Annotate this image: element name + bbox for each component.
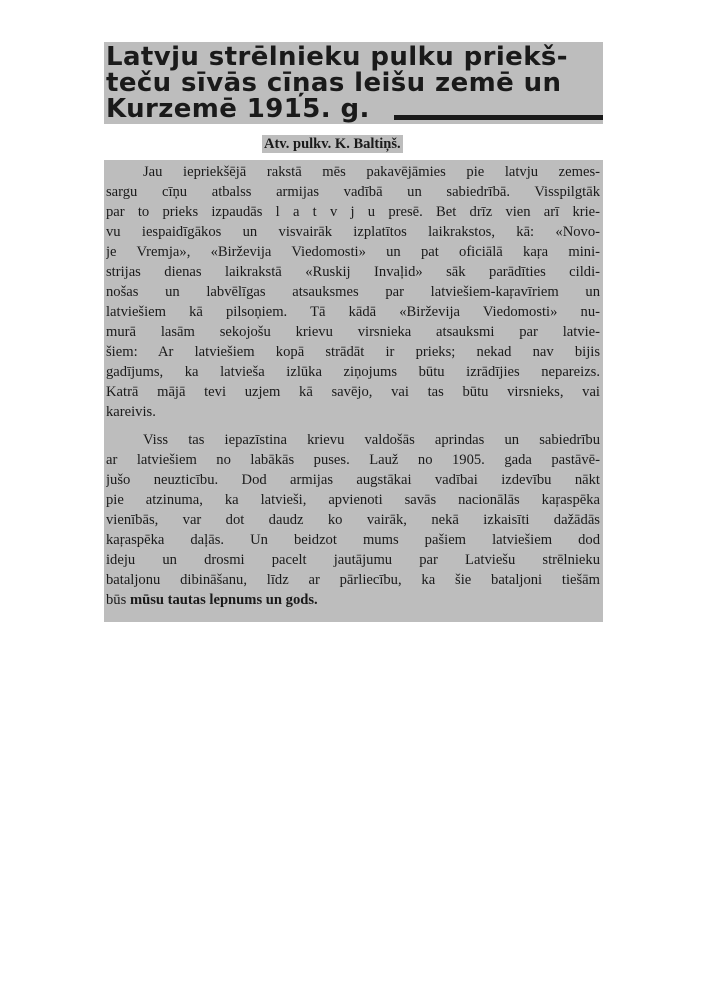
body-line: Viss tas iepazīstina krievu valdošās aprindas un sabiedrību xyxy=(143,432,600,448)
body-line: murā lasām sekojošu krievu virsnieka atsauksmi par latvie- xyxy=(106,324,600,340)
body-line: par to prieks izpaudās l a t v j u presē. Bet drīz vien arī krie- xyxy=(106,204,600,220)
body-line: je Vremja», «Birževija Viedomosti» un pat oficiālā kaŗa mini- xyxy=(106,244,600,260)
body-line: Jau iepriekšējā rakstā mēs pakavējāmies pie latvju zemes- xyxy=(143,164,600,180)
body-line-final xyxy=(106,590,600,610)
body-line: Katrā mājā tevi uzjem kā savējo, vai tas būtu virsnieks, vai xyxy=(106,384,600,400)
body-line: jušo neuzticību. Dod armijas augstākai vadībai izdevību nākt xyxy=(106,472,600,488)
body-line: sargu cīņu atbalss armijas vadībā un sabiedrībā. Visspilgtāk xyxy=(106,184,600,200)
article-title xyxy=(104,42,603,124)
body-line: šiem: Ar latviešiem kopā strādāt ir prieks; nekad nav bijis xyxy=(106,344,600,360)
body-line: kaŗaspēka daļās. Un beidzot mums pašiem latviešiem dod xyxy=(106,532,600,548)
title-rule xyxy=(394,115,603,120)
body-line: pie atzinuma, ka latvieši, apvienoti savās nacionālās kaŗaspēka xyxy=(106,492,600,508)
title-line: teču sīvās cīņas leišu zemē un xyxy=(106,68,562,98)
body-line: gadījums, ka latvieša izlūka ziņojums būtu izrādījies nepareizs. xyxy=(106,364,600,380)
body-line: strijas dienas laikrakstā «Ruskij Invaļid» sāk parādīties cildi- xyxy=(106,264,600,280)
title-line: Kurzemē 1915. g. xyxy=(106,94,370,124)
body-line: nošas un labvēlīgas atsauksmes par latviešiem-kaŗavīriem un xyxy=(106,284,600,300)
body-line: kareivis. xyxy=(106,404,156,420)
body-line: vu iespaidīgākos un visvairāk izplatītos laikrakstos, kā: «Novo- xyxy=(106,224,600,240)
closing-bold-text: mūsu tautas lepnums un gods. xyxy=(129,592,318,608)
body-line: latviešiem kā pilsoņiem. Tā kādā «Birževija Viedomosti» nu- xyxy=(106,304,600,320)
body-line: ar latviešiem no labākās puses. Lauž no 1905. gada pastāvē- xyxy=(106,452,600,468)
author-byline: Atv. pulkv. K. Baltiņš. xyxy=(264,136,401,152)
article-body xyxy=(104,160,603,622)
title-line: Latvju strēlnieku pulku priekš- xyxy=(106,42,568,72)
body-line: bataljonu dibināšanu, līdz ar pārliecību, ka šie bataljoni tiešām xyxy=(106,572,600,588)
body-line: vienībās, var dot daudz ko vairāk, nekā izkaisīti dažādās xyxy=(106,512,600,528)
body-line: ideju un drosmi pacelt jautājumu par Latviešu strēlnieku xyxy=(106,552,600,568)
body-line-start: būs xyxy=(106,592,127,608)
